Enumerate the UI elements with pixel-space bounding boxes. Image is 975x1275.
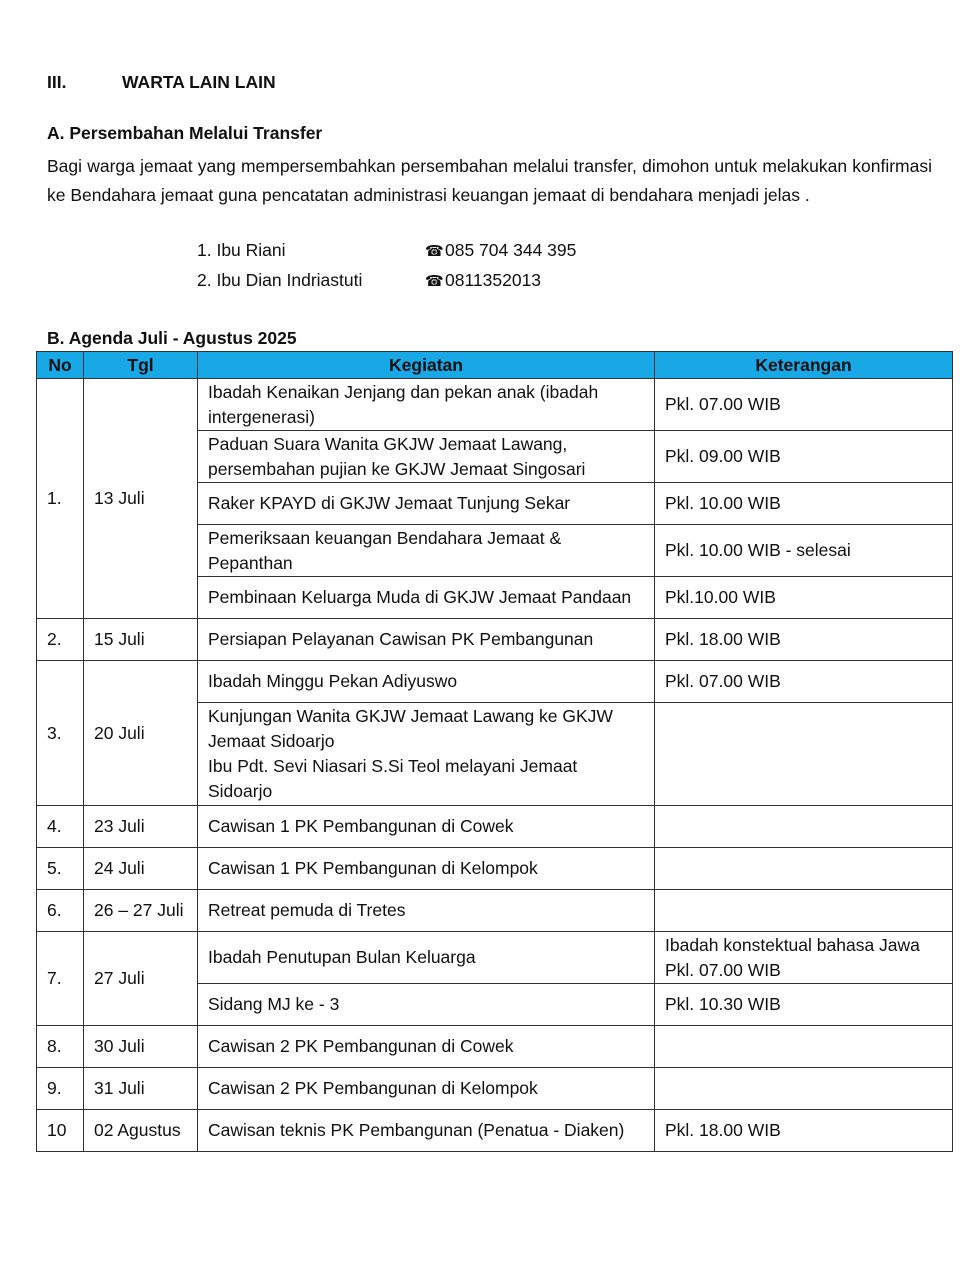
cell-kegiatan: Cawisan 1 PK Pembangunan di Cowek xyxy=(198,806,655,848)
column-header-keterangan: Keterangan xyxy=(655,352,953,379)
cell-keterangan xyxy=(655,890,953,932)
cell-keterangan xyxy=(655,1068,953,1110)
contact-name: 1. Ibu Riani xyxy=(197,240,286,260)
cell-tgl: 30 Juli xyxy=(84,1026,198,1068)
agenda-header-row xyxy=(37,352,953,379)
cell-kegiatan: Raker KPAYD di GKJW Jemaat Tunjung Sekar xyxy=(198,483,655,525)
cell-kegiatan: Pemeriksaan keuangan Bendahara Jemaat & Pepanthan xyxy=(198,525,655,577)
cell-tgl: 24 Juli xyxy=(84,848,198,890)
cell-tgl: 26 – 27 Juli xyxy=(84,890,198,932)
table-row xyxy=(37,806,953,848)
cell-keterangan xyxy=(655,848,953,890)
agenda-heading: B. Agenda Juli - Agustus 2025 xyxy=(47,328,297,348)
cell-kegiatan: Sidang MJ ke - 3 xyxy=(198,984,655,1026)
section-number: III. xyxy=(47,72,67,92)
column-header-tgl: Tgl xyxy=(84,352,198,379)
cell-tgl: 23 Juli xyxy=(84,806,198,848)
cell-keterangan: Ibadah konstektual bahasa Jawa Pkl. 07.00 WIB xyxy=(655,932,953,984)
cell-kegiatan: Retreat pemuda di Tretes xyxy=(198,890,655,932)
cell-keterangan: Pkl. 07.00 WIB xyxy=(655,379,953,431)
cell-no: 5. xyxy=(37,848,84,890)
section-title: WARTA LAIN LAIN xyxy=(122,72,276,92)
cell-no: 6. xyxy=(37,890,84,932)
cell-kegiatan: Pembinaan Keluarga Muda di GKJW Jemaat Pandaan xyxy=(198,577,655,619)
contact-item xyxy=(197,270,541,291)
column-header-kegiatan: Kegiatan xyxy=(198,352,655,379)
table-row xyxy=(37,932,953,984)
cell-keterangan xyxy=(655,806,953,848)
table-row xyxy=(37,890,953,932)
cell-no: 8. xyxy=(37,1026,84,1068)
cell-kegiatan: Cawisan 1 PK Pembangunan di Kelompok xyxy=(198,848,655,890)
cell-keterangan xyxy=(655,703,953,806)
contact-phone: 0811352013 xyxy=(445,270,542,290)
contact-name: 2. Ibu Dian Indriastuti xyxy=(197,270,363,290)
cell-kegiatan: Cawisan teknis PK Pembangunan (Penatua - Diaken) xyxy=(198,1110,655,1152)
phone-icon: ☎ xyxy=(425,273,444,290)
cell-keterangan: Pkl. 10.00 WIB - selesai xyxy=(655,525,953,577)
cell-kegiatan: Ibadah Penutupan Bulan Keluarga xyxy=(198,932,655,984)
cell-no: 1. xyxy=(37,379,84,619)
agenda-table xyxy=(36,351,953,1152)
cell-tgl: 20 Juli xyxy=(84,661,198,806)
cell-keterangan: Pkl. 18.00 WIB xyxy=(655,619,953,661)
table-row xyxy=(37,848,953,890)
cell-no: 2. xyxy=(37,619,84,661)
cell-kegiatan: Paduan Suara Wanita GKJW Jemaat Lawang, persembahan pujian ke GKJW Jemaat Singosari xyxy=(198,431,655,483)
cell-tgl: 15 Juli xyxy=(84,619,198,661)
cell-kegiatan: Persiapan Pelayanan Cawisan PK Pembangunan xyxy=(198,619,655,661)
cell-tgl: 02 Agustus xyxy=(84,1110,198,1152)
transfer-paragraph: Bagi warga jemaat yang mempersembahkan persembahan melalui transfer, dimohon untuk melakukan konfirmasi ke Bendahara jemaat guna pencatatan administrasi keuangan jemaat di bendahara menjadi jelas . xyxy=(47,156,932,205)
phone-icon: ☎ xyxy=(425,243,444,260)
cell-no: 9. xyxy=(37,1068,84,1110)
cell-keterangan: Pkl. 09.00 WIB xyxy=(655,431,953,483)
cell-tgl: 31 Juli xyxy=(84,1068,198,1110)
cell-keterangan: Pkl. 18.00 WIB xyxy=(655,1110,953,1152)
cell-kegiatan: Cawisan 2 PK Pembangunan di Cowek xyxy=(198,1026,655,1068)
cell-no: 7. xyxy=(37,932,84,1026)
section-heading xyxy=(47,72,276,93)
table-row xyxy=(37,661,953,703)
column-header-no: No xyxy=(37,352,84,379)
cell-kegiatan: Kunjungan Wanita GKJW Jemaat Lawang ke GKJW Jemaat Sidoarjo Ibu Pdt. Sevi Niasari S.Si Teol melayani Jemaat Sidoarjo xyxy=(198,703,655,806)
cell-no: 4. xyxy=(37,806,84,848)
transfer-heading: A. Persembahan Melalui Transfer xyxy=(47,123,323,143)
cell-keterangan: Pkl. 07.00 WIB xyxy=(655,661,953,703)
cell-keterangan: Pkl. 10.00 WIB xyxy=(655,483,953,525)
contact-item xyxy=(197,240,576,261)
cell-no: 10 xyxy=(37,1110,84,1152)
cell-keterangan xyxy=(655,1026,953,1068)
table-row xyxy=(37,1110,953,1152)
cell-no: 3. xyxy=(37,661,84,806)
cell-keterangan: Pkl.10.00 WIB xyxy=(655,577,953,619)
cell-tgl: 13 Juli xyxy=(84,379,198,619)
table-row xyxy=(37,619,953,661)
cell-tgl: 27 Juli xyxy=(84,932,198,1026)
agenda-body xyxy=(37,379,953,1152)
table-row xyxy=(37,1026,953,1068)
cell-kegiatan: Ibadah Kenaikan Jenjang dan pekan anak (ibadah intergenerasi) xyxy=(198,379,655,431)
table-row xyxy=(37,1068,953,1110)
cell-kegiatan: Cawisan 2 PK Pembangunan di Kelompok xyxy=(198,1068,655,1110)
cell-keterangan: Pkl. 10.30 WIB xyxy=(655,984,953,1026)
cell-kegiatan: Ibadah Minggu Pekan Adiyuswo xyxy=(198,661,655,703)
table-row xyxy=(37,379,953,431)
contact-phone: 085 704 344 395 xyxy=(445,240,577,260)
